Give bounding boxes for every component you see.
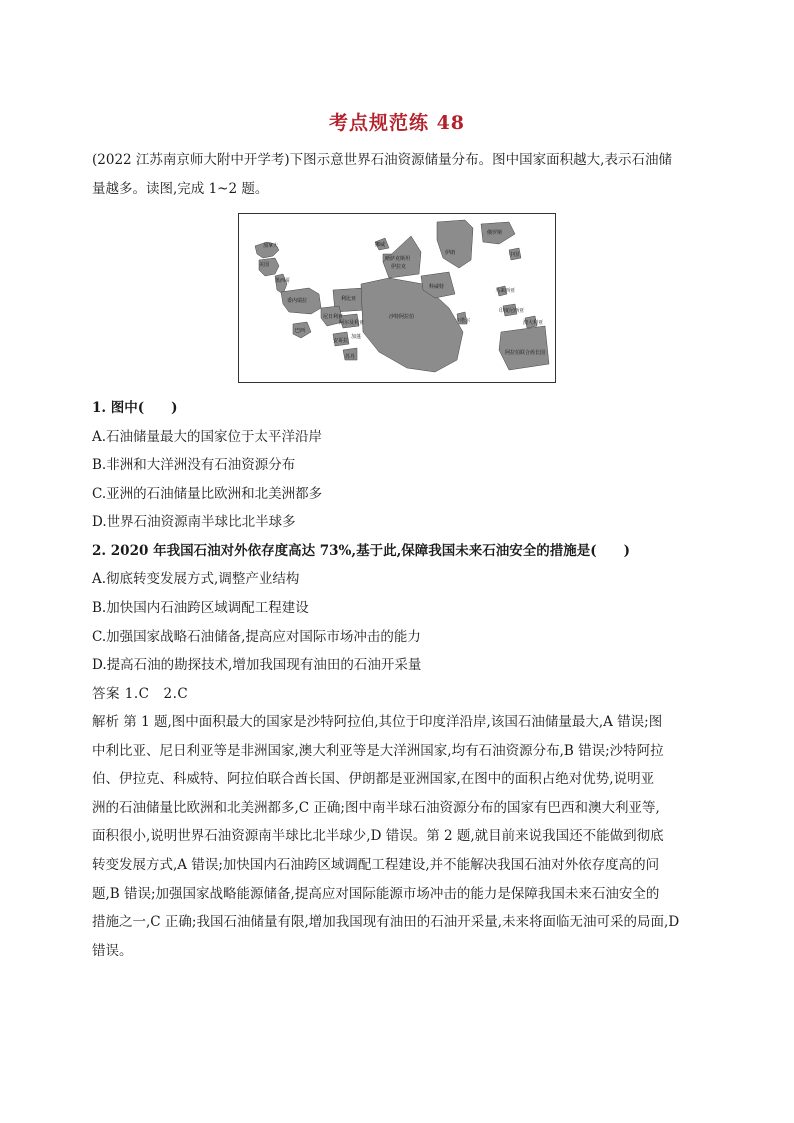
map-label-malaysia: 马来西亚 [495, 288, 516, 294]
analysis-line-8: 措施之一,C 正确;我国石油储量有限,增加我国现有油田的石油开采量,未来将面临无油可采的局面,D [92, 914, 680, 930]
q2-option-c: C.加强国家战略石油储备,提高应对国际市场冲击的能力 [92, 629, 421, 645]
map-label-indonesia: 印度尼西亚 [499, 308, 525, 314]
q2-option-b: B.加快国内石油跨区域调配工程建设 [92, 600, 309, 616]
intro-line-2: 量越多。读图,完成 1~2 题。 [92, 181, 269, 197]
answer: 答案 1.C 2.C [92, 686, 189, 702]
map-label-iran: 伊朗 [445, 250, 456, 256]
map-label-qatar: 卡塔尔 [455, 318, 471, 324]
q1-option-c: C.亚洲的石油储量比欧洲和北美洲都多 [92, 486, 323, 502]
analysis-line-1: 解析 第 1 题,图中面积最大的国家是沙特阿拉伯,其位于印度洋沿岸,该国石油储量最大,A 错误;图 [92, 714, 663, 730]
map-graphic [239, 214, 555, 382]
map-region-uae [499, 326, 549, 370]
analysis-line-6: 转变发展方式,A 错误;加快国内石油跨区域调配工程建设,并不能解决我国石油对外依存度高的问 [92, 857, 660, 873]
map-label-iraq: 伊拉克 [391, 264, 407, 270]
map-label-mexico: 墨西哥 [275, 278, 291, 284]
map-label-libya: 利比亚 [341, 296, 357, 302]
q2-stem: 2. 2020 年我国石油对外依存度高达 73%,基于此,保障我国未来石油安全的措施是( ) [92, 543, 631, 559]
map-label-canada: 加拿大 [263, 243, 279, 249]
map-label-usa: 美国 [259, 262, 270, 268]
analysis-line-2: 中利比亚、尼日利亚等是非洲国家,澳大利亚等是大洋洲国家,均有石油资源分布,B 错误;沙特阿拉 [92, 743, 664, 759]
map-label-australia: 澳大利亚 [523, 320, 544, 326]
page-title: 考点规范练 48 [328, 112, 466, 134]
map-label-kuwait: 科威特 [429, 284, 445, 290]
q2-option-d: D.提高石油的勘探技术,增加我国现有油田的石油开采量 [92, 657, 422, 673]
map-label-uae: 阿拉伯联合酋长国 [505, 350, 546, 356]
q1-option-d: D.世界石油资源南半球比北半球多 [92, 514, 296, 530]
map-region-iran [437, 220, 473, 268]
map-label-kazakh: 哈萨克斯坦 [385, 256, 411, 262]
map-label-brazil: 巴西 [295, 328, 306, 334]
analysis-line-3: 伯、伊拉克、科威特、阿拉伯联合酋长国、伊朗都是亚洲国家,在图中的面积占绝对优势,说明亚 [92, 771, 655, 787]
oil-reserve-map [238, 213, 556, 383]
q1-option-b: B.非洲和大洋洲没有石油资源分布 [92, 457, 296, 473]
map-label-russia: 俄罗斯 [487, 230, 503, 236]
map-label-algeria: 阿尔及利亚 [339, 320, 365, 326]
analysis-line-4: 洲的石油储量比欧洲和北美洲都多,C 正确;图中南半球石油资源分布的国家有巴西和澳大利亚等, [92, 800, 660, 816]
intro-line-1: (2022 江苏南京师大附中开学考)下图示意世界石油资源储量分布。图中国家面积越大,表示石油储 [92, 152, 672, 168]
q1-stem: 1. 图中( ) [92, 400, 178, 416]
map-region-mexico [275, 274, 287, 294]
map-label-saudi: 沙特阿拉伯 [389, 314, 415, 320]
q2-option-a: A.彻底转变发展方式,调整产业结构 [92, 571, 300, 587]
map-label-sudan: 苏丹 [345, 354, 356, 360]
map-label-gabon: 加蓬 [351, 334, 362, 340]
analysis-line-5: 面积很小,说明世界石油资源南半球比北半球少,D 错误。第 2 题,就目前来说我国还不能做到彻底 [92, 828, 664, 844]
q1-option-a: A.石油储量最大的国家位于太平洋沿岸 [92, 429, 323, 445]
map-label-nigeria: 尼日利亚 [323, 314, 344, 320]
map-label-venezuela: 委内瑞拉 [287, 298, 308, 304]
map-label-angola: 安哥拉 [333, 338, 349, 344]
map-label-norway: 挪威 [375, 242, 386, 248]
analysis-line-7: 题,B 错误;加强国家战略能源储备,提高应对国际能源市场冲击的能力是保障我国未来石油安全的 [92, 886, 660, 902]
map-label-china: 中国 [509, 252, 520, 258]
analysis-line-9: 错误。 [92, 943, 133, 959]
